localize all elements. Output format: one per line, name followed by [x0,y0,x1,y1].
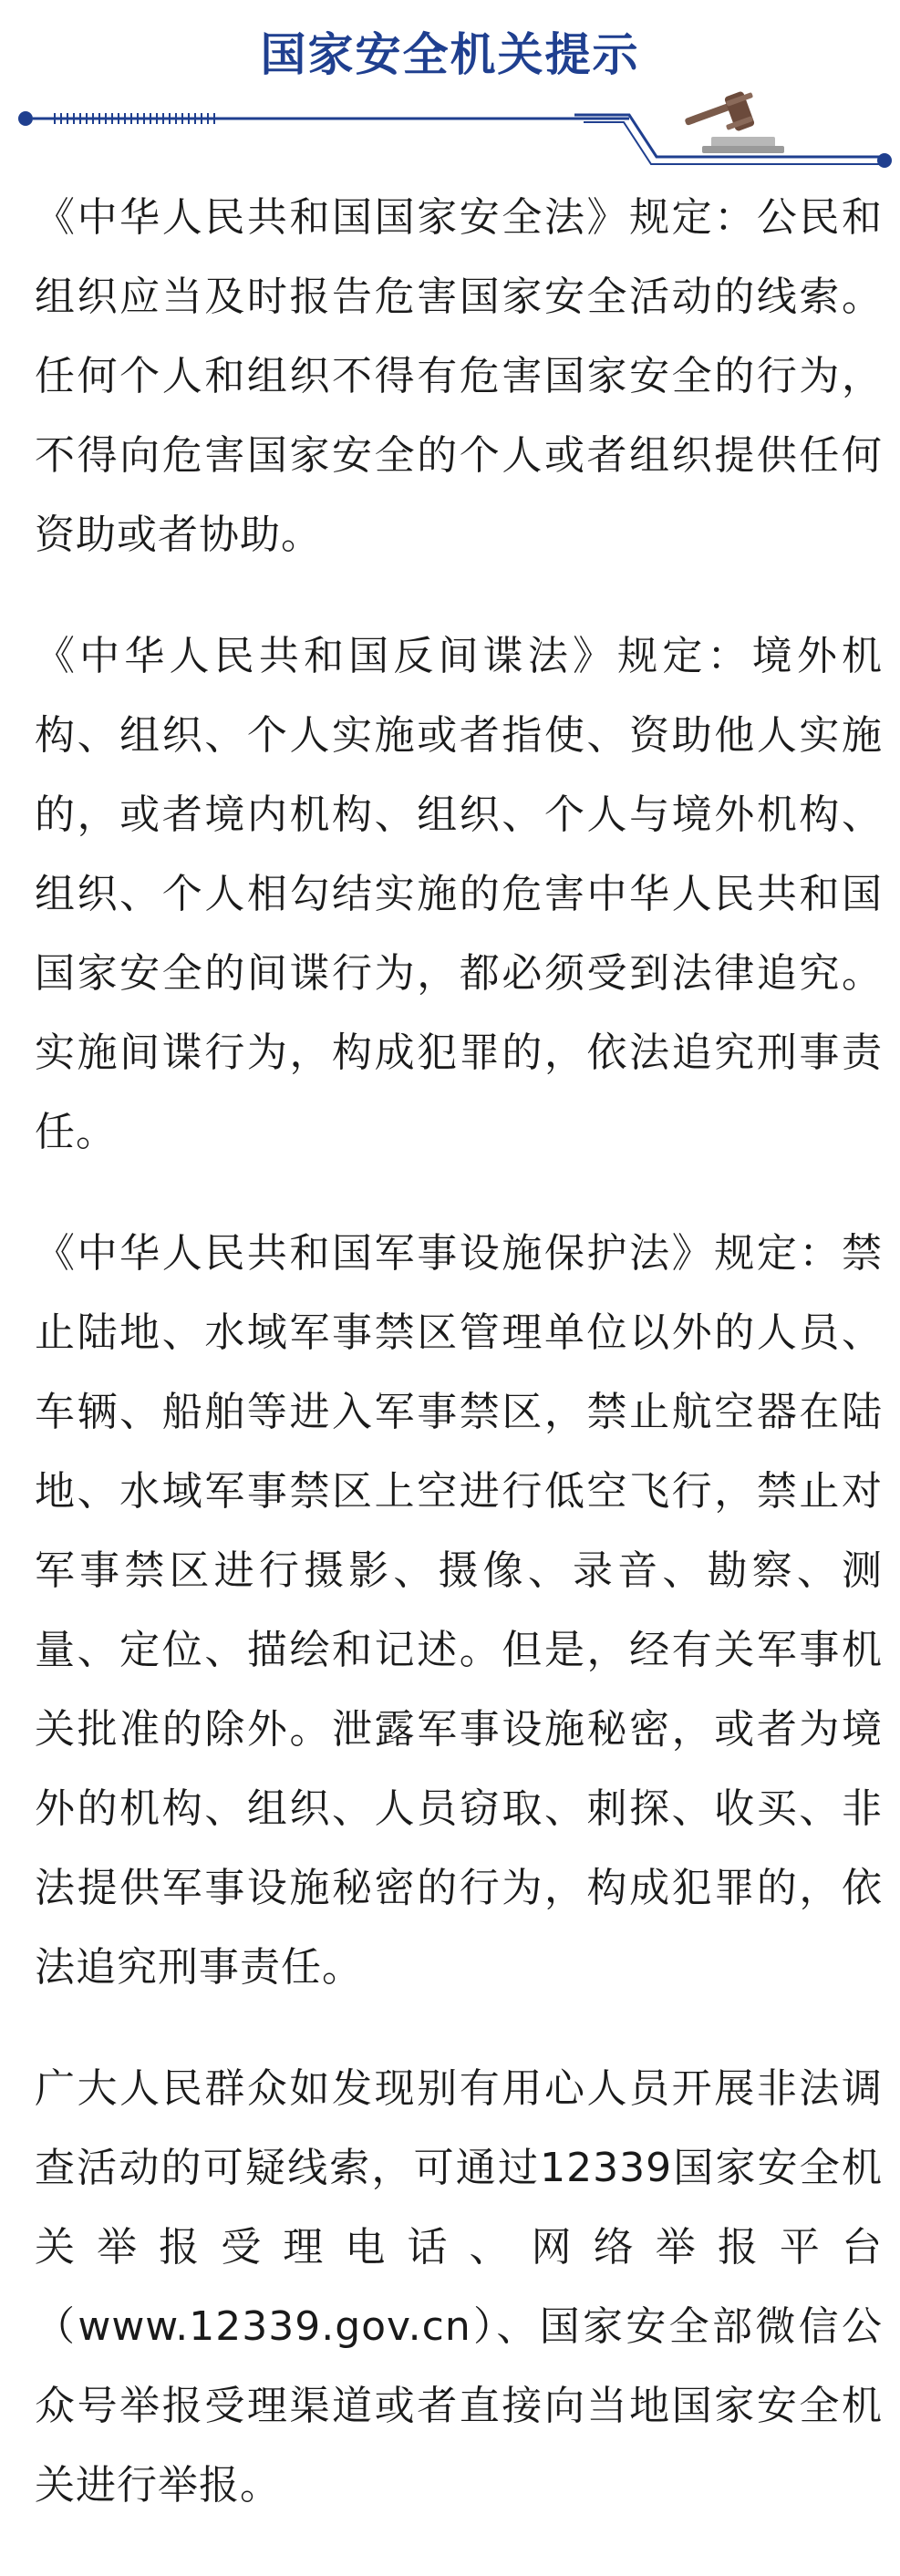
paragraph-military-facilities-law: 《中华人民共和国军事设施保护法》规定：禁止陆地、水域军事禁区管理单位以外的人员、车辆、船舶等进入军事禁区，禁止航空器在陆地、水域军事禁区上空进行低空飞行，禁止对军事禁区进行摄影、摄像、录音、勘察、测量、定位、描绘和记述。但是，经有关军事机关批准的除外。泄露军事设施秘密，或者为境外的机构、组织、人员窃取、刺探、收买、非法提供军事设施秘密的行为，构成犯罪的，依法追究刑事责任。 [35,1230,883,1991]
paragraph-national-security-law: 《中华人民共和国国家安全法》规定：公民和组织应当及时报告危害国家安全活动的线索。任何个人和组织不得有危害国家安全的行为，不得向危害国家安全的个人或者组织提供任何资助或者协助。 [35,194,883,558]
divider-right-dot [877,153,892,168]
page-title: 国家安全机关提示 [260,28,640,81]
paragraph-counter-espionage-law: 《中华人民共和国反间谍法》规定：境外机构、组织、个人实施或者指使、资助他人实施的，或者境内机构、组织、个人与境外机构、组织、个人相勾结实施的危害中华人民共和国国家安全的间谍行为，都必须受到法律追究。实施间谍行为，构成犯罪的，依法追究刑事责任。 [35,633,883,1155]
header [0,0,900,173]
gavel-icon [684,91,784,153]
title-divider [0,91,900,173]
article-body [35,178,883,2567]
paragraph-reporting-channels: 广大人民群众如发现别有用心人员开展非法调查活动的可疑线索，可通过12339国家安全机关举报受理电话、网络举报平台（www.12339.gov.cn）、国家安全部微信公众号举报受理渠道或者直接向当地国家安全机关进行举报。 [35,2065,883,2509]
divider-left-dot [18,111,33,126]
